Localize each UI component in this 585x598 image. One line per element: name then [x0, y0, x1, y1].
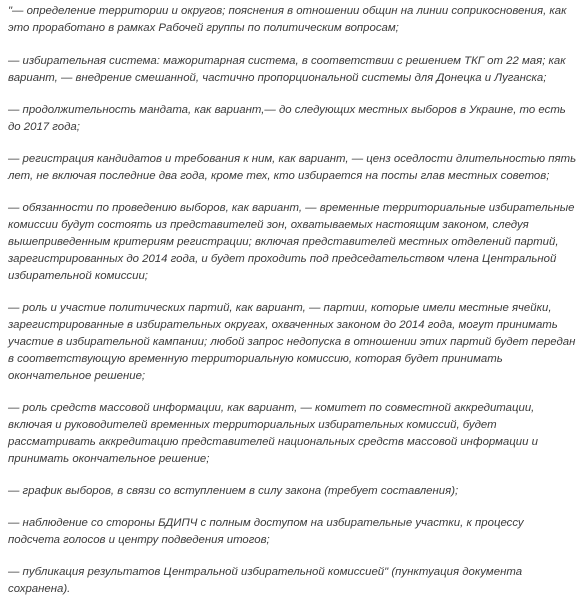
paragraph-odihr-observation: — наблюдение со стороны БДИПЧ с полным доступом на избирательные участки, к процессу подсчета голосов и центру подведения итогов; [8, 517, 524, 546]
paragraph-electoral-system: — избирательная система: мажоритарная система, в соответствии с решением ТКГ от 22 мая; как вариант, — внедрение смешанной, частично пропорциональной системы для Донецка и Луганска; [8, 55, 566, 84]
paragraph-candidate-registration: — регистрация кандидатов и требования к ним, как вариант, — ценз оседлости длительностью пять лет, не включая последние два года, кроме тех, кто избирается на посты глав местных советов; [8, 153, 577, 182]
paragraph-mass-media: — роль средств массовой информации, как вариант, — комитет по совместной аккредитации, включая и руководителей временных территориальных избирательных комиссий, будет рассматривать аккредитацию представителей национальных средств массовой информации и принимать окончательное решение; [8, 402, 538, 465]
paragraph-election-schedule: — график выборов, в связи со вступлением в силу закона (требует составления); [8, 485, 459, 497]
paragraph-political-parties: — роль и участие политических партий, как вариант, — партии, которые имели местные ячейки, зарегистрированные в избирательных округах, охваченных законом до 2014 года, могут принимать участие в избирательной кампании; любой запрос недопуска в отношении этих партий будет передан в соответствующую временную территориальную комиссию, которая будет принимать окончательное решение; [8, 302, 576, 382]
paragraph-mandate-duration: — продолжительность мандата, как вариант,— до следующих местных выборов в Украине, то есть до 2017 года; [8, 104, 566, 133]
paragraph-results-publication: — публикация результатов Центральной избирательной комиссией" (пунктуация документа сохранена). [8, 566, 523, 595]
paragraph-election-duties: — обязанности по проведению выборов, как вариант, — временные территориальные избирательные комиссии будут состоять из представителей зон, охватываемых настоящим законом, следуя вышеприведенным критериям регистрации; включая представителей местных отделений партий, зарегистрированных до 2014 года, и будет проходить под председательством члена Центральной избирательной комиссии; [8, 202, 575, 282]
paragraph-territory: "— определение территории и округов; пояснения в отношении общин на линии соприкосновения, как это проработано в рамках Рабочей группы по политическим вопросам; [8, 5, 567, 34]
